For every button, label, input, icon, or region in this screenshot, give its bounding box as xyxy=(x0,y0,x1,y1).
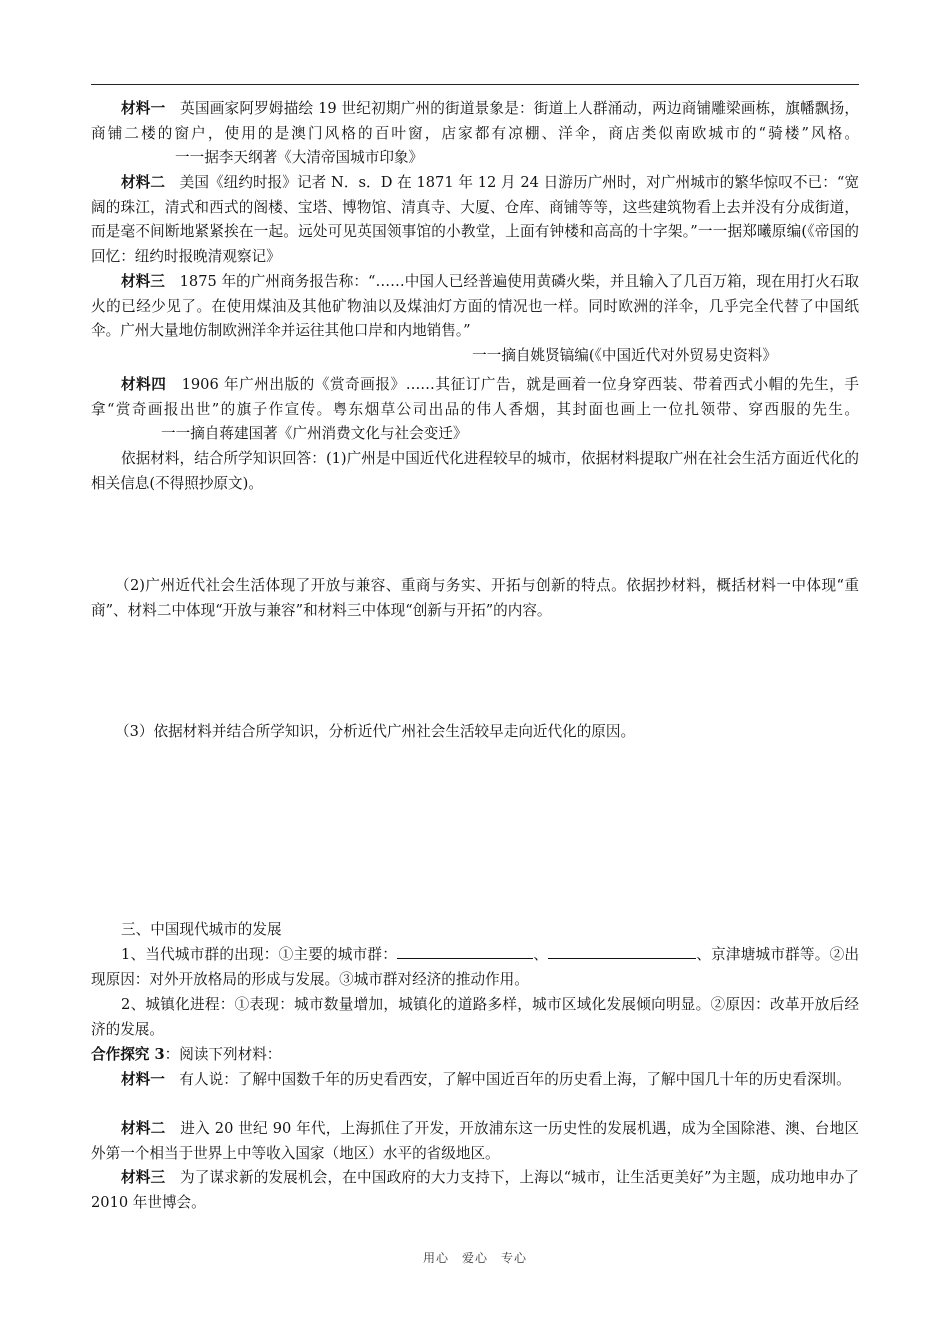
material-label: 材料二 xyxy=(121,174,165,191)
fill-blank-2[interactable] xyxy=(548,944,696,959)
material-text: 美国《纽约时报》记者 N．s．D 在 1871 年 12 月 24 日游历广州时，对广州城市的繁华惊叹不已：“宽阔的珠江，清式和西式的阁楼、宝塔、博物馆、清真寺、大厦、仓库、商铺等等，这些建筑物看上去并没有分成街道，而是毫不间断地紧紧挨在一起。远处可见英国领事馆的小教堂，上面有钟楼和高高的十字架。” xyxy=(91,174,859,241)
material-text: 为了谋求新的发展机会，在中国政府的大力支持下，上海以“城市，让生活更美好”为主题，成功地申办了 2010 年世博会。 xyxy=(91,1169,859,1211)
material-text: 英国画家阿罗姆描绘 19 世纪初期广州的街道景象是：街道上人群涌动，两边商铺雕梁画栋，旗幡飘扬，商铺二楼的窗户，使用的是澳门风格的百叶窗，店家都有凉棚、洋伞，商店类似南欧城市的“骑楼”风格。 xyxy=(91,100,859,142)
section-heading: 三、中国现代城市的发展 xyxy=(121,921,282,938)
explore-material-3 xyxy=(91,1166,859,1215)
material-source: 一一摘自蒋建国著《广州消费文化与社会变迁》 xyxy=(161,425,468,443)
material-source: 一一据李天纲著《大清帝国城市印象》 xyxy=(175,149,424,167)
material-label: 材料三 xyxy=(121,273,165,290)
material-3 xyxy=(91,270,859,368)
question-3: （3）依据材料并结合所学知识，分析近代广州社会生活较早走向近代化的原因。 xyxy=(115,723,636,740)
material-1 xyxy=(91,97,859,171)
fill-blank-1[interactable] xyxy=(397,944,533,959)
explore-label: 合作探究 3 xyxy=(91,1046,165,1063)
material-label: 材料四 xyxy=(121,376,167,393)
material-source: 一一据郑曦原编(《帝国的回忆：纽约时报晚清观察记》 xyxy=(91,223,859,265)
material-2 xyxy=(91,171,859,269)
question-1: 依据材料，结合所学知识回答：(1)广州是中国近代化进程较早的城市，依据材料提取广州在社会生活方面近代化的相关信息(不得照抄原文)。 xyxy=(91,450,859,492)
material-text: 1875 年的广州商务报告称：“……中国人已经普遍使用黄磷火柴，并且输入了几百万箱，现在用打火石取火的已经少见了。在使用煤油及其他矿物油以及煤油灯方面的情况也一样。同时欧洲的洋伞，几乎完全代替了中国纸伞。广州大量地仿制欧洲洋伞并运往其他口岸和内地销售。” xyxy=(91,273,859,340)
item-separator: 、 xyxy=(533,946,549,963)
material-text: 进入 20 世纪 90 年代，上海抓住了开发，开放浦东这一历史性的发展机遇，成为全国除港、澳、台地区外第一个相当于世界上中等收入国家（地区）水平的省级地区。 xyxy=(91,1120,859,1162)
material-text: 有人说：了解中国数千年的历史看西安，了解中国近百年的历史看上海，了解中国几十年的历史看深圳。 xyxy=(179,1071,851,1088)
section-item-2: 2、城镇化进程：①表现：城市数量增加，城镇化的道路多样，城市区域化发展倾向明显。②原因：改革开放后经济的发展。 xyxy=(91,996,859,1038)
section-item-1 xyxy=(91,943,859,992)
explore-intro: ：阅读下列材料： xyxy=(164,1046,282,1063)
explore-material-1 xyxy=(91,1068,859,1093)
material-label: 材料一 xyxy=(121,100,166,117)
question-2: （2)广州近代社会生活体现了开放与兼容、重商与务实、开拓与创新的特点。依据抄材料，概括材料一中体现“重商”、材料二中体现“开放与兼容”和材料三中体现“创新与开拓”的内容。 xyxy=(91,577,859,619)
explore-heading xyxy=(91,1043,859,1068)
item-text: 、京津塘城市群等。②出现原因：对外开放格局的形成与发展。③城市群对经济的推动作用。 xyxy=(91,946,859,988)
explore-material-2 xyxy=(91,1117,859,1166)
item-text: 1、当代城市群的出现：①主要的城市群： xyxy=(121,946,398,963)
material-label: 材料三 xyxy=(121,1169,166,1186)
material-text: 1906 年广州出版的《赏奇画报》……其征订广告，就是画着一位身穿西装、带着西式小帽的先生，手拿“赏奇画报出世”的旗子作宣传。粤东烟草公司出品的伟人香烟，其封面也画上一位扎领带、穿西服的先生。 xyxy=(91,376,859,418)
material-4 xyxy=(91,373,859,447)
header-rule xyxy=(91,84,859,85)
material-source: 一一摘自姚贤镐编(《中国近代对外贸易史资料》 xyxy=(472,346,777,364)
material-label: 材料二 xyxy=(121,1120,166,1137)
page-footer: 用心 爱心 专心 xyxy=(422,1251,527,1265)
material-label: 材料一 xyxy=(121,1071,165,1088)
